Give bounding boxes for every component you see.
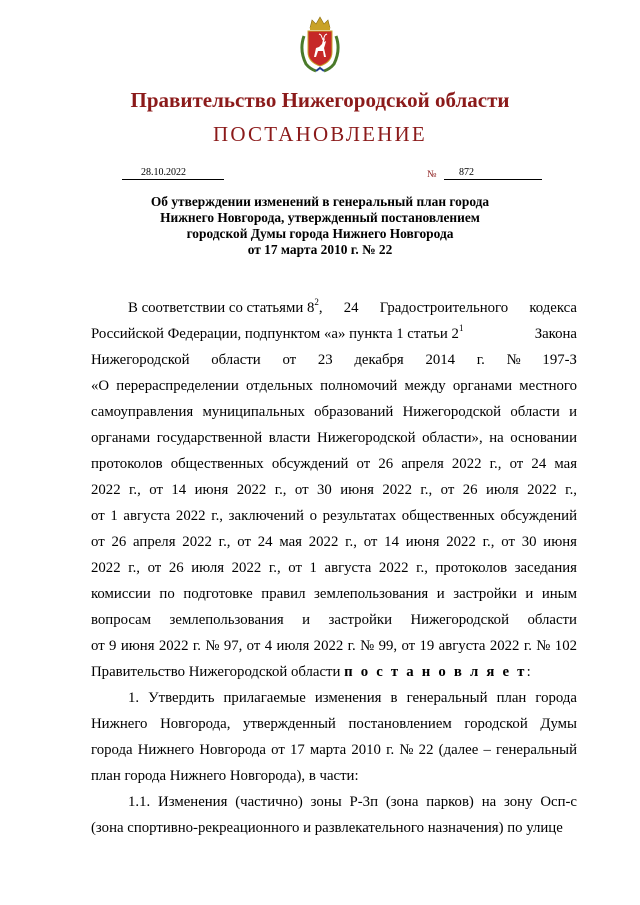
paragraph-line xyxy=(91,347,577,373)
word: вопросам xyxy=(91,612,152,628)
heading-line: Об утверждении изменений в генеральный план города xyxy=(150,194,490,209)
line-text xyxy=(91,321,463,347)
paragraph-line: от 26 апреля 2022 г., от 24 мая 2022 г., от 14 июня 2022 г., от 30 июня xyxy=(91,534,577,550)
resolves-word: п о с т а н о в л я е т xyxy=(344,664,527,680)
text-run: В соответствии со статьями 8 xyxy=(128,300,315,316)
text-run: : xyxy=(526,664,531,680)
text-run: Закона xyxy=(534,326,577,342)
coat-of-arms-icon xyxy=(298,14,342,74)
text-run: Правительство Нижегородской области xyxy=(91,664,345,680)
paragraph-line: органами государственной власти Нижегородской области», на основании xyxy=(91,430,577,446)
paragraph-line: самоуправления муниципальных образований Нижегородской области и xyxy=(91,404,577,420)
document-date: 28.10.2022 xyxy=(122,166,224,180)
line-text xyxy=(128,295,319,321)
paragraph-line: 2022 г., от 14 июня 2022 г., от 30 июня 2022 г., от 26 июля 2022 г., xyxy=(91,482,577,498)
superscript: 1 xyxy=(458,323,464,334)
word: области xyxy=(211,352,261,368)
text-run: Российской Федерации, подпунктом «а» пункта 1 статьи 2 xyxy=(91,326,459,342)
document-type: ПОСТАНОВЛЕНИЕ xyxy=(213,122,427,146)
paragraph-line: города Нижнего Новгорода от 17 марта 2010 г. № 22 (далее – генеральный xyxy=(91,742,577,758)
paragraph-line xyxy=(91,295,577,321)
heading-line: городской Думы города Нижнего Новгорода xyxy=(186,226,454,241)
word: застройки xyxy=(328,612,392,628)
paragraph-line: 2022 г., от 26 июля 2022 г., от 1 августа 2022 г., протоколов заседания xyxy=(91,560,577,576)
government-title: Правительство Нижегородской области xyxy=(130,88,510,112)
document-heading xyxy=(100,194,540,258)
word: области xyxy=(527,612,577,628)
paragraph-line: Нижнего Новгорода, утвержденный постановлением городской Думы xyxy=(91,716,577,732)
word: № xyxy=(506,352,521,368)
heading-line: от 17 марта 2010 г. № 22 xyxy=(247,242,393,257)
text-run: , 24 Градостроительного кодекса xyxy=(318,300,577,316)
paragraph-line xyxy=(91,321,577,347)
word: землепользования xyxy=(169,612,284,628)
paragraph-line: (зона спортивно-рекреационного и развлекательного назначения) по улице xyxy=(91,820,563,836)
document-number: 872 xyxy=(444,166,542,180)
heading-line: Нижнего Новгорода, утвержденный постановлением xyxy=(160,210,480,225)
word: декабря xyxy=(354,352,404,368)
paragraph-line: комиссии по подготовке правил землепользования и застройки и иным xyxy=(91,586,577,602)
word: от xyxy=(282,352,297,368)
paragraph-line: от 9 июня 2022 г. № 97, от 4 июля 2022 г. № 99, от 19 августа 2022 г. № 102 xyxy=(91,638,577,654)
paragraph-line: «О перераспределении отдельных полномочий между органами местного xyxy=(91,378,577,394)
paragraph-line xyxy=(91,659,577,685)
paragraph-line: 1.1. Изменения (частично) зоны Р-3п (зона парков) на зону Осп-с xyxy=(128,794,577,810)
document-body xyxy=(91,295,577,841)
word: г. xyxy=(476,352,485,368)
paragraph-line xyxy=(91,607,577,633)
paragraph-line: 1. Утвердить прилагаемые изменения в генеральный план города xyxy=(128,690,577,706)
word: Нижегородской xyxy=(91,352,190,368)
paragraph-line: протоколов общественных обсуждений от 26 апреля 2022 г., от 24 мая xyxy=(91,456,577,472)
superscript: 2 xyxy=(314,297,319,308)
word: и xyxy=(302,612,311,628)
word: Нижегородской xyxy=(410,612,509,628)
word: 197-З xyxy=(542,352,577,368)
word: 2014 xyxy=(425,352,456,368)
word: 23 xyxy=(317,352,333,368)
number-sign: № xyxy=(427,169,437,180)
paragraph-line: план города Нижнего Новгорода), в части: xyxy=(91,768,359,784)
paragraph-line: от 1 августа 2022 г., заключений о результатах общественных обсуждений xyxy=(91,508,577,524)
